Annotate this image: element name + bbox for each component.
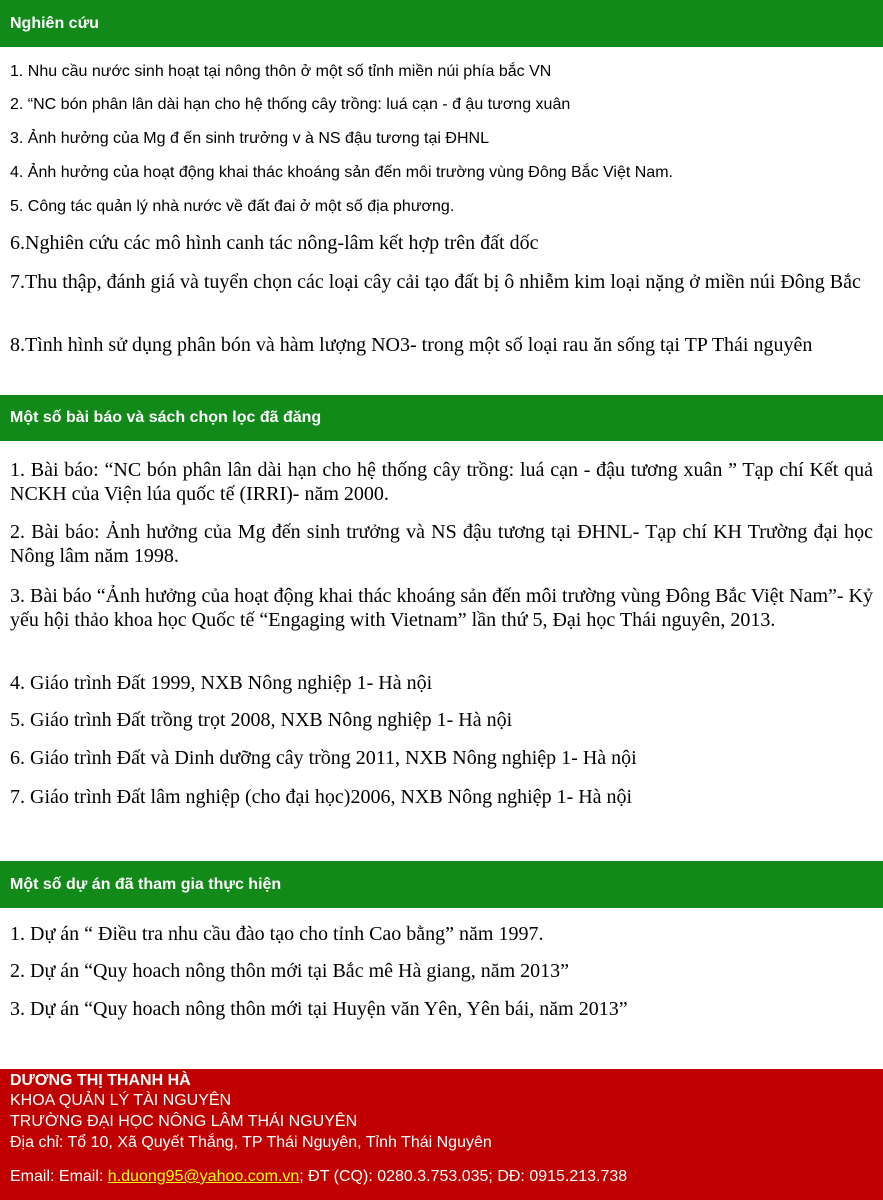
publication-item: 2. Bài báo: Ảnh hưởng của Mg đến sinh trưởng và NS đậu tương tại ĐHNL- Tạp chí KH Trường đại học Nông lâm năm 1998. [10, 521, 873, 567]
projects-header [0, 861, 883, 908]
address: Địa chỉ: Tổ 10, Xã Quyết Thắng, TP Thái Nguyên, Tỉnh Thái Nguyên [10, 1134, 492, 1151]
publication-item: 5. Giáo trình Đất trồng trọt 2008, NXB Nông nghiệp 1- Hà nội [10, 709, 513, 731]
publication-item: 7. Giáo trình Đất lâm nghiệp (cho đại học)2006, NXB Nông nghiệp 1- Hà nội [10, 786, 633, 808]
publications-title: Một số bài báo và sách chọn lọc đã đăng [10, 409, 322, 426]
research-item: 7.Thu thập, đánh giá và tuyển chọn các loại cây cải tạo đất bị ô nhiễm kim loại nặng ở miền núi Đông Bắc [10, 271, 861, 293]
project-item: 1. Dự án “ Điều tra nhu cầu đào tạo cho tỉnh Cao bằng” năm 1997. [10, 923, 544, 945]
contact-footer [0, 1069, 883, 1200]
publication-item: 6. Giáo trình Đất và Dinh dưỡng cây trồng 2011, NXB Nông nghiệp 1- Hà nội [10, 747, 637, 769]
projects-title: Một số dự án đã tham gia thực hiện [10, 876, 282, 893]
email-link[interactable]: h.duong95@yahoo.com.vn [107, 1168, 300, 1185]
publication-item: 4. Giáo trình Đất 1999, NXB Nông nghiệp 1- Hà nội [10, 672, 433, 694]
research-item: 3. Ảnh hưởng của Mg đ ến sinh trưởng v à NS đậu tương tại ĐHNL [10, 130, 489, 147]
research-item: 4. Ảnh hưởng của hoạt động khai thác khoáng sản đến môi trường vùng Đông Bắc Việt Nam. [10, 164, 673, 181]
research-item: 2. “NC bón phân lân dài hạn cho hệ thống cây trồng: luá cạn - đ ậu tương xuân [10, 96, 571, 113]
research-item: 8.Tình hình sử dụng phân bón và hàm lượng NO3- trong một số loại rau ăn sống tại TP Thái nguyên [10, 334, 813, 356]
publication-item: 1. Bài báo: “NC bón phân lân dài hạn cho hệ thống cây trồng: luá cạn - đậu tương xuân ” Tạp chí Kết quả NCKH của Viện lúa quốc tế (IRRI)- năm 2000. [10, 459, 873, 505]
project-item: 3. Dự án “Quy hoach nông thôn mới tại Huyện văn Yên, Yên bái, năm 2013” [10, 998, 628, 1020]
research-title: Nghiên cứu [10, 15, 99, 32]
author-name: DƯƠNG THỊ THANH HÀ [10, 1072, 191, 1089]
university-name: TRƯỜNG ĐẠI HỌC NÔNG LÂM THÁI NGUYÊN [10, 1113, 358, 1130]
research-item: 6.Nghiên cứu các mô hình canh tác nông-lâm kết hợp trên đất dốc [10, 232, 539, 254]
contact-line [10, 1167, 627, 1187]
project-item: 2. Dự án “Quy hoach nông thôn mới tại Bắc mê Hà giang, năm 2013” [10, 960, 570, 982]
phone-numbers: ; ĐT (CQ): 0280.3.753.035; DĐ: 0915.213.738 [299, 1168, 628, 1185]
research-item: 5. Công tác quản lý nhà nước về đất đai ở một số địa phương. [10, 198, 455, 215]
publication-item: 3. Bài báo “Ảnh hưởng của hoạt động khai thác khoáng sản đến môi trường vùng Đông Bắc Việt Nam”- Kỷ yếu hội thảo khoa học Quốc tế “Engaging with Vietnam” lần thứ 5, Đại học Thái nguyên, 2013. [10, 585, 873, 631]
email-label: Email: Email: [10, 1168, 108, 1185]
research-header [0, 0, 883, 47]
research-item: 1. Nhu cầu nước sinh hoạt tại nông thôn ở một số tỉnh miền núi phía bắc VN [10, 63, 552, 80]
publications-header [0, 395, 883, 441]
faculty-name: KHOA QUẢN LÝ TÀI NGUYÊN [10, 1092, 232, 1109]
